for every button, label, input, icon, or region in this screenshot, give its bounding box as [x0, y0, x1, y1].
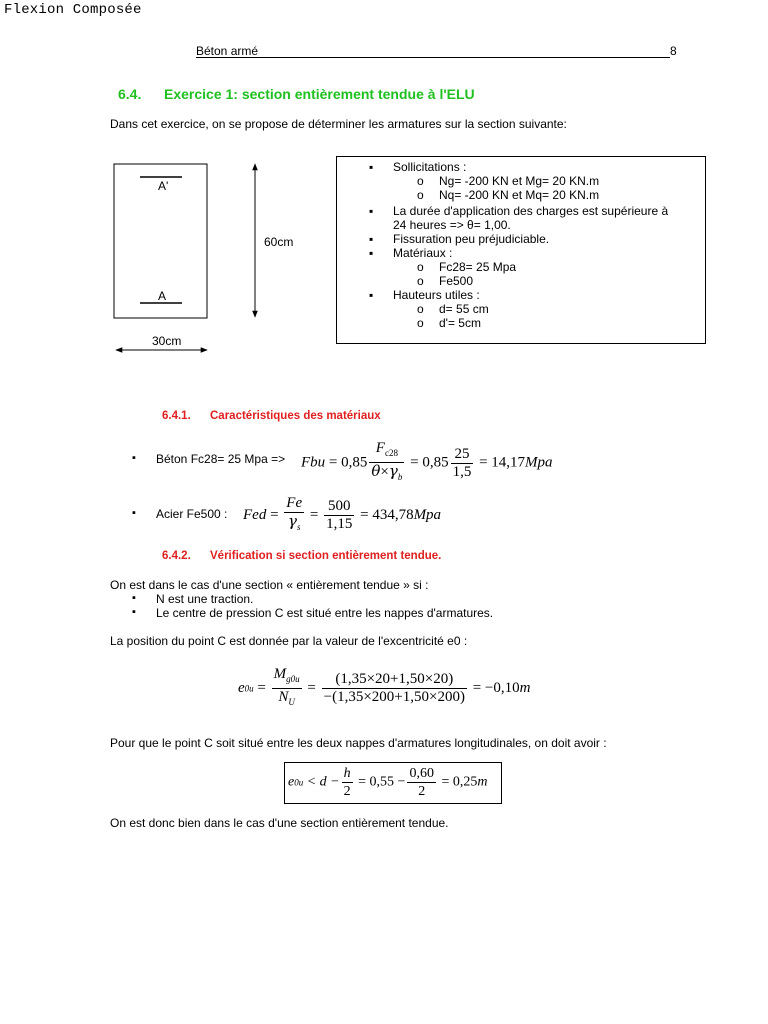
- position-text: La position du point C est donnée par la valeur de l'excentricité e0 :: [110, 634, 468, 648]
- data-item: ▪ Fissuration peu préjudiciable.: [369, 232, 550, 246]
- condition-intro: On est dans le cas d'une section « entièrement tendue » si :: [110, 578, 429, 592]
- equation-condition: e0u < d − $\frac{h}{2}$ = 0,55 − $\frac{0,60}{2}$ = 0,25m: [288, 766, 488, 799]
- data-item: ▪ Hauteurs utiles :: [369, 288, 480, 302]
- data-item: ▪ Matériaux :: [369, 246, 453, 260]
- section-title: [118, 86, 475, 102]
- bottom-rebar-label: A: [158, 289, 167, 303]
- equation-fed: Fed = $\frac{Fe}{\gamma_s}$ = $\frac{500}{1,15}$ = 434,78Mpa: [243, 495, 442, 532]
- conclusion-text: On est donc bien dans le cas d'une section entièrement tendue.: [110, 816, 449, 830]
- data-item-continued: 24 heures => θ= 1,00.: [393, 218, 511, 232]
- height-label: 60cm: [264, 235, 294, 249]
- condition-text: Pour que le point C soit situé entre les deux nappes d'armatures longitudinales, on doit avoir :: [110, 736, 607, 750]
- header-rule: [196, 57, 670, 58]
- running-title: Béton armé: [196, 44, 259, 58]
- bullet-icon: ▪: [132, 507, 136, 519]
- data-item: o d'= 5cm: [417, 316, 481, 330]
- subsection-2-title: 6.4.2. Vérification si section entièrement tendue.: [162, 550, 442, 562]
- condition-item: Le centre de pression C est situé entre les nappes d'armatures.: [156, 606, 494, 620]
- bullet-icon: ▪: [132, 606, 136, 618]
- data-item: o Fc28= 25 Mpa: [417, 260, 517, 274]
- data-item: o Nq= -200 KN et Mq= 20 KN.m: [417, 188, 600, 202]
- condition-item: N est une traction.: [156, 592, 254, 606]
- document-title: Flexion Composée: [4, 2, 142, 18]
- page-number: 8: [670, 44, 677, 58]
- beton-label: Béton Fc28= 25 Mpa =>: [156, 452, 286, 466]
- bullet-icon: ▪: [132, 452, 136, 464]
- subsection-1-title: 6.4.1. Caractéristiques des matériaux: [162, 410, 381, 422]
- section-title-text: Exercice 1: section entièrement tendue à l'ELU: [164, 86, 475, 102]
- data-item: ▪ Sollicitations :: [369, 160, 467, 174]
- section-intro: Dans cet exercice, on se propose de déterminer les armatures sur la section suivante:: [110, 117, 567, 131]
- section-figure: [100, 150, 280, 360]
- data-box: [336, 156, 706, 344]
- data-item: o Ng= -200 KN et Mg= 20 KN.m: [417, 174, 600, 188]
- equation-e0: e0u = $\frac{M_{g0u}}{N_U}$ = $\frac{(1,35\times 20+1,50\times 20)}{-(1,35\times 200+1,50\times 200)}$ = −0,10m: [238, 666, 531, 707]
- data-item: ▪ La durée d'application des charges est supérieure à: [369, 204, 669, 218]
- section-number: 6.4.: [118, 86, 142, 102]
- width-label: 30cm: [152, 334, 182, 348]
- equation-fbu: Fbu = 0,85 $\frac{F_{c28}}{\theta\times\gamma_b}$ = 0,85 $\frac{25}{1,5}$ = 14,17Mpa: [301, 440, 553, 482]
- data-item: o d= 55 cm: [417, 302, 489, 316]
- bullet-icon: ▪: [132, 592, 136, 604]
- acier-label: Acier Fe500 :: [156, 507, 228, 521]
- data-item: o Fe500: [417, 274, 474, 288]
- top-rebar-label: A': [158, 179, 169, 193]
